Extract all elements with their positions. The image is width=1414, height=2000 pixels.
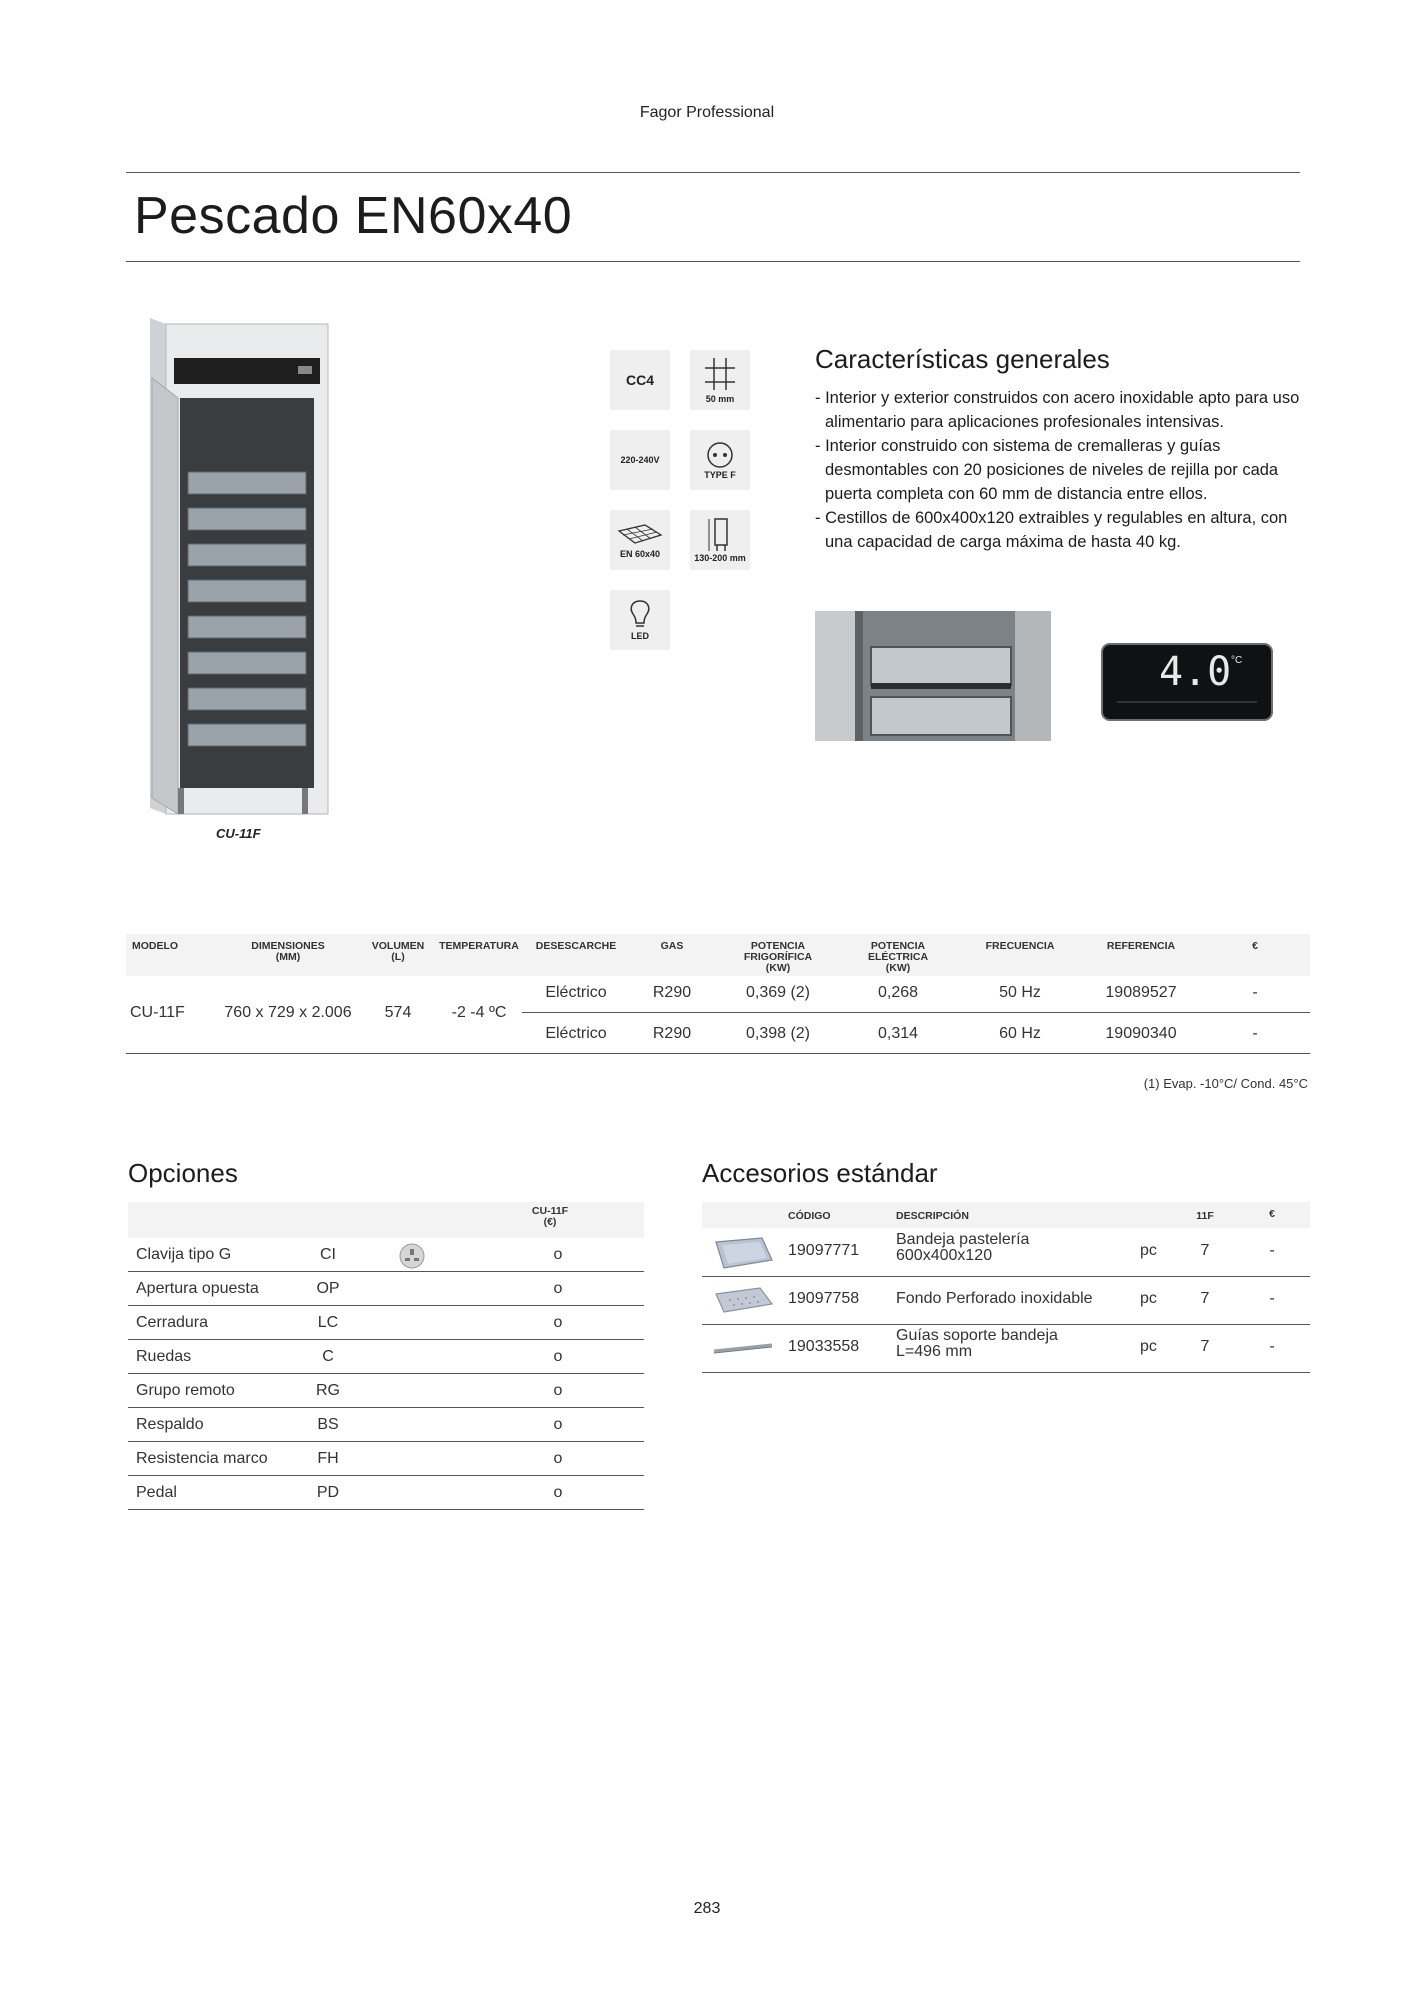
spacing-glyph <box>703 356 737 394</box>
plug-glyph <box>705 440 735 470</box>
spec-price: - <box>1252 984 1258 1001</box>
fridge-logo <box>298 366 312 374</box>
spec-frequency: 50 Hz <box>999 984 1041 1001</box>
accessory-desc-line1: Fondo Perforado inoxidable <box>896 1290 1093 1307</box>
accessory-price: - <box>1269 1290 1275 1307</box>
th-precio: € <box>1252 940 1258 952</box>
spec-defrost: Eléctrico <box>545 984 607 1001</box>
th-pe-2: ELÉCTRICA <box>867 951 929 963</box>
brand-header: Fagor Professional <box>639 104 775 121</box>
voltage-icon <box>610 430 670 490</box>
legs-glyph <box>705 517 735 553</box>
acc-th-qty: 11F <box>1196 1210 1214 1222</box>
option-code: BS <box>317 1416 339 1433</box>
acc-th-code: CÓDIGO <box>788 1210 831 1222</box>
spec-gas: R290 <box>652 984 692 1001</box>
interior-photo <box>815 611 1051 741</box>
fridge-leg <box>302 788 308 814</box>
option-value: o <box>553 1314 563 1331</box>
th-desescarche: DESESCARCHE <box>535 940 617 952</box>
option-name: Resistencia marco <box>136 1450 268 1467</box>
cc4-label: CC4 <box>625 372 654 388</box>
guide-rail-icon <box>710 1340 776 1356</box>
title-rule-bottom <box>126 261 1300 262</box>
spec-defrost: Eléctrico <box>545 1025 607 1042</box>
accessory-qty: 7 <box>1200 1242 1210 1259</box>
spec-gas: R290 <box>652 1025 692 1042</box>
th-frecuencia: FRECUENCIA <box>985 940 1055 952</box>
option-code: LC <box>317 1314 339 1331</box>
bulb-glyph <box>627 599 653 631</box>
spacing-label: 50 mm <box>705 394 735 404</box>
accessory-row <box>702 1324 1310 1373</box>
th-dimensiones-unit: (MM) <box>275 951 301 963</box>
th-pf-unit: (KW) <box>765 962 791 974</box>
spec-row-divider <box>522 1012 1310 1013</box>
accessory-code: 19097758 <box>788 1290 860 1307</box>
accessory-desc-line2: L=496 mm <box>896 1343 973 1360</box>
accessory-code: 19033558 <box>788 1338 860 1355</box>
tray-glyph <box>615 521 665 549</box>
spec-cooling-power: 0,369 (2) <box>745 984 811 1001</box>
spec-price: - <box>1252 1025 1258 1042</box>
option-name: Grupo remoto <box>136 1382 235 1399</box>
spec-electric-power: 0,268 <box>877 984 919 1001</box>
option-row <box>128 1374 644 1408</box>
option-name: Cerradura <box>136 1314 209 1331</box>
spec-temperature: -2 -4 ºC <box>451 1004 507 1021</box>
accessory-unit: pc <box>1140 1242 1157 1259</box>
accessory-row <box>702 1276 1310 1325</box>
th-potencia-electrica <box>850 941 946 974</box>
fridge-leg <box>178 788 184 814</box>
option-name: Apertura opuesta <box>136 1280 259 1297</box>
option-row <box>128 1340 644 1374</box>
acc-th-price: € <box>1269 1208 1275 1220</box>
options-col-unit: (€) <box>543 1216 557 1228</box>
accessory-unit: pc <box>1140 1338 1157 1355</box>
accessory-row <box>702 1228 1310 1277</box>
accessory-unit: pc <box>1140 1290 1157 1307</box>
feature-item: - Interior y exterior construidos con acero inoxidable apto para uso alimentario para aplicaciones profesionales intensivas. <box>815 389 1300 431</box>
option-name: Clavija tipo G <box>136 1246 232 1263</box>
option-row <box>128 1272 644 1306</box>
th-dimensiones <box>236 941 340 963</box>
option-row <box>128 1408 644 1442</box>
accessory-price: - <box>1269 1242 1275 1259</box>
accessory-price: - <box>1269 1338 1275 1355</box>
th-pf-1: POTENCIA <box>750 940 806 952</box>
tray-photo-icon <box>710 1236 776 1270</box>
option-row <box>128 1476 644 1510</box>
options-col-model: CU-11F <box>531 1205 569 1217</box>
plug-label: TYPE F <box>704 470 736 480</box>
option-value: o <box>553 1382 563 1399</box>
accessory-desc-line2: 600x400x120 <box>896 1247 993 1264</box>
legs-label: 130-200 mm <box>694 553 746 563</box>
spec-dimensions: 760 x 729 x 2.006 <box>224 1004 352 1021</box>
accessory-desc-line1: Bandeja pastelería <box>896 1231 1030 1248</box>
display-unit: °C <box>1231 655 1243 666</box>
spacing-icon <box>690 350 750 410</box>
option-value: o <box>553 1484 563 1501</box>
option-value: o <box>553 1280 563 1297</box>
option-name: Pedal <box>136 1484 177 1501</box>
option-code: OP <box>316 1280 340 1297</box>
th-referencia: REFERENCIA <box>1106 940 1176 952</box>
option-value: o <box>553 1450 563 1467</box>
accessories-title: Accesorios estándar <box>702 1158 938 1188</box>
page-number: 283 <box>693 1900 721 1917</box>
option-value: o <box>553 1416 563 1433</box>
th-pe-unit: (KW) <box>885 962 911 974</box>
title-rule-top <box>126 172 1300 173</box>
fridge-illustration <box>138 318 338 818</box>
cc4-badge-icon <box>610 350 670 410</box>
spec-volume: 574 <box>384 1004 412 1021</box>
display-readout: 4.0 <box>1159 649 1232 695</box>
acc-th-desc: DESCRIPCIÓN <box>896 1210 969 1222</box>
spec-frequency: 60 Hz <box>999 1025 1041 1042</box>
led-label: LED <box>631 631 649 641</box>
option-name: Respaldo <box>136 1416 204 1433</box>
tray-size-icon <box>610 510 670 570</box>
th-volumen <box>366 941 430 963</box>
option-value: o <box>553 1246 563 1263</box>
options-col-header <box>510 1206 590 1228</box>
th-dimensiones-label: DIMENSIONES <box>251 940 325 952</box>
option-row <box>128 1238 644 1272</box>
feature-item: - Interior construido con sistema de cremalleras y guías desmontables con 20 posiciones de niveles de rejilla por cada puerta completa con 60 mm de distancia entre ellos. <box>815 437 1279 503</box>
th-volumen-unit: (L) <box>391 951 405 963</box>
feature-item: - Cestillos de 600x400x120 extraibles y regulables en altura, con una capacidad de carga máxima de hasta 40 kg. <box>815 509 1288 551</box>
th-modelo: MODELO <box>132 940 179 952</box>
plug-type-icon <box>690 430 750 490</box>
option-value: o <box>553 1348 563 1365</box>
led-icon <box>610 590 670 650</box>
th-gas: GAS <box>660 940 684 952</box>
perforated-tray-icon <box>710 1286 776 1316</box>
voltage-label: 220-240V <box>620 455 660 465</box>
spec-electric-power: 0,314 <box>877 1025 919 1042</box>
option-code: CI <box>320 1246 336 1263</box>
th-pf-2: FRIGORÍFICA <box>743 951 813 963</box>
option-code: PD <box>316 1484 340 1501</box>
product-model-caption: CU-11F <box>216 826 261 841</box>
option-name: Ruedas <box>136 1348 192 1365</box>
accessory-qty: 7 <box>1200 1290 1210 1307</box>
accessory-code: 19097771 <box>788 1242 860 1259</box>
control-display <box>1101 643 1273 721</box>
th-pe-1: POTENCIA <box>870 940 926 952</box>
features-list <box>815 386 1305 554</box>
accessory-qty: 7 <box>1200 1338 1210 1355</box>
th-potencia-frigorifica <box>730 941 826 974</box>
fridge-door <box>152 378 178 814</box>
plug-g-icon <box>398 1242 426 1270</box>
spec-reference: 19090340 <box>1105 1025 1177 1042</box>
spec-model: CU-11F <box>130 1004 185 1021</box>
spec-cooling-power: 0,398 (2) <box>745 1025 811 1042</box>
accessory-desc-line1: Guías soporte bandeja <box>896 1327 1058 1344</box>
spec-footnote: (1) Evap. -10°C/ Cond. 45°C <box>1143 1076 1308 1091</box>
tray-label: EN 60x40 <box>619 549 661 559</box>
features-title: Características generales <box>815 344 1110 374</box>
spec-table-bottom-rule <box>126 1053 1310 1054</box>
option-code: RG <box>316 1382 340 1399</box>
th-volumen-label: VOLUMEN <box>371 940 425 952</box>
page-title: Pescado EN60x40 <box>134 187 573 245</box>
legs-height-icon <box>690 510 750 570</box>
option-code: C <box>322 1348 334 1365</box>
option-row <box>128 1306 644 1340</box>
th-temperatura: TEMPERATURA <box>439 940 519 952</box>
option-code: FH <box>317 1450 339 1467</box>
option-row <box>128 1442 644 1476</box>
spec-reference: 19089527 <box>1105 984 1177 1001</box>
options-title: Opciones <box>128 1158 238 1188</box>
